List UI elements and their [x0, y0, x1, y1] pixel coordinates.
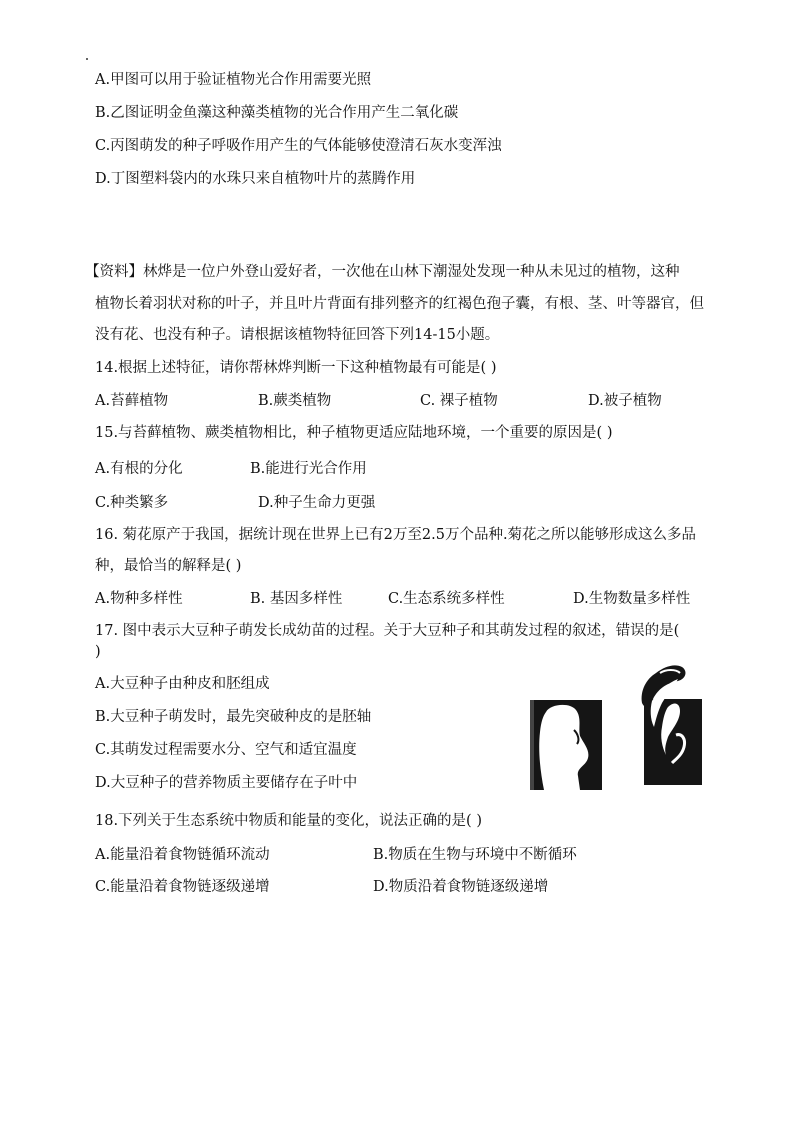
soybean-seed-figure	[530, 700, 602, 790]
q18-option-d: D.物质沿着食物链逐级递增	[373, 879, 549, 895]
q14-option-c: C. 裸子植物	[420, 393, 498, 409]
q16-stem-line-1: 16. 菊花原产于我国，据统计现在世界上已有2万至2.5万个品种.菊花之所以能够形成这么多品	[95, 527, 697, 543]
q16-option-a: A.物种多样性	[95, 591, 183, 607]
q14-option-a: A.苔藓植物	[95, 393, 169, 409]
q16-option-d: D.生物数量多样性	[573, 591, 691, 607]
q17-option-c: C.其萌发过程需要水分、空气和适宜温度	[95, 742, 357, 758]
q14-option-d: D.被子植物	[588, 393, 662, 409]
q16-option-b: B. 基因多样性	[250, 591, 343, 607]
q18-option-a: A.能量沿着食物链循环流动	[95, 847, 270, 863]
q16-stem-line-2: 种，最恰当的解释是( )	[95, 558, 242, 574]
material-line-1: 【资料】林烨是一位户外登山爱好者，一次他在山林下潮湿处发现一种从未见过的植物，这种	[85, 264, 680, 280]
q18-option-c: C.能量沿着食物链逐级递增	[95, 879, 270, 895]
q14-option-b: B.蕨类植物	[258, 393, 332, 409]
q13-option-d: D.丁图塑料袋内的水珠只来自植物叶片的蒸腾作用	[95, 171, 416, 187]
q18-option-b: B.物质在生物与环境中不断循环	[373, 847, 577, 863]
q17-option-d: D.大豆种子的营养物质主要储存在子叶中	[95, 775, 358, 791]
q13-option-c: C.丙图萌发的种子呼吸作用产生的气体能够使澄清石灰水变浑浊	[95, 138, 502, 154]
soybean-seedling-figure	[638, 663, 702, 785]
q17-stem-line-1: 17. 图中表示大豆种子萌发长成幼苗的过程。关于大豆种子和其萌发过程的叙述，错误的是(	[95, 623, 680, 639]
q13-option-a: A.甲图可以用于验证植物光合作用需要光照	[95, 72, 372, 88]
scan-speck	[86, 58, 88, 60]
q17-option-b: B.大豆种子萌发时，最先突破种皮的是胚轴	[95, 709, 372, 725]
q15-option-b: B.能进行光合作用	[250, 461, 367, 477]
q17-stem-line-2: )	[95, 644, 101, 660]
q16-option-c: C.生态系统多样性	[388, 591, 505, 607]
material-line-3: 没有花、也没有种子。请根据该植物特征回答下列14-15小题。	[95, 327, 500, 343]
q15-option-c: C.种类繁多	[95, 495, 169, 511]
q13-option-b: B.乙图证明金鱼藻这种藻类植物的光合作用产生二氧化碳	[95, 105, 459, 121]
q18-stem: 18.下列关于生态系统中物质和能量的变化，说法正确的是( )	[95, 813, 482, 829]
material-line-2: 植物长着羽状对称的叶子，并且叶片背面有排列整齐的红褐色孢子囊，有根、茎、叶等器官，但	[95, 296, 704, 312]
q14-stem: 14.根据上述特征，请你帮林烨判断一下这种植物最有可能是( )	[95, 360, 497, 376]
q15-stem: 15.与苔藓植物、蕨类植物相比，种子植物更适应陆地环境，一个重要的原因是( )	[95, 425, 613, 441]
q15-option-d: D.种子生命力更强	[258, 495, 376, 511]
q17-option-a: A.大豆种子由种皮和胚组成	[95, 676, 270, 692]
q15-option-a: A.有根的分化	[95, 461, 183, 477]
